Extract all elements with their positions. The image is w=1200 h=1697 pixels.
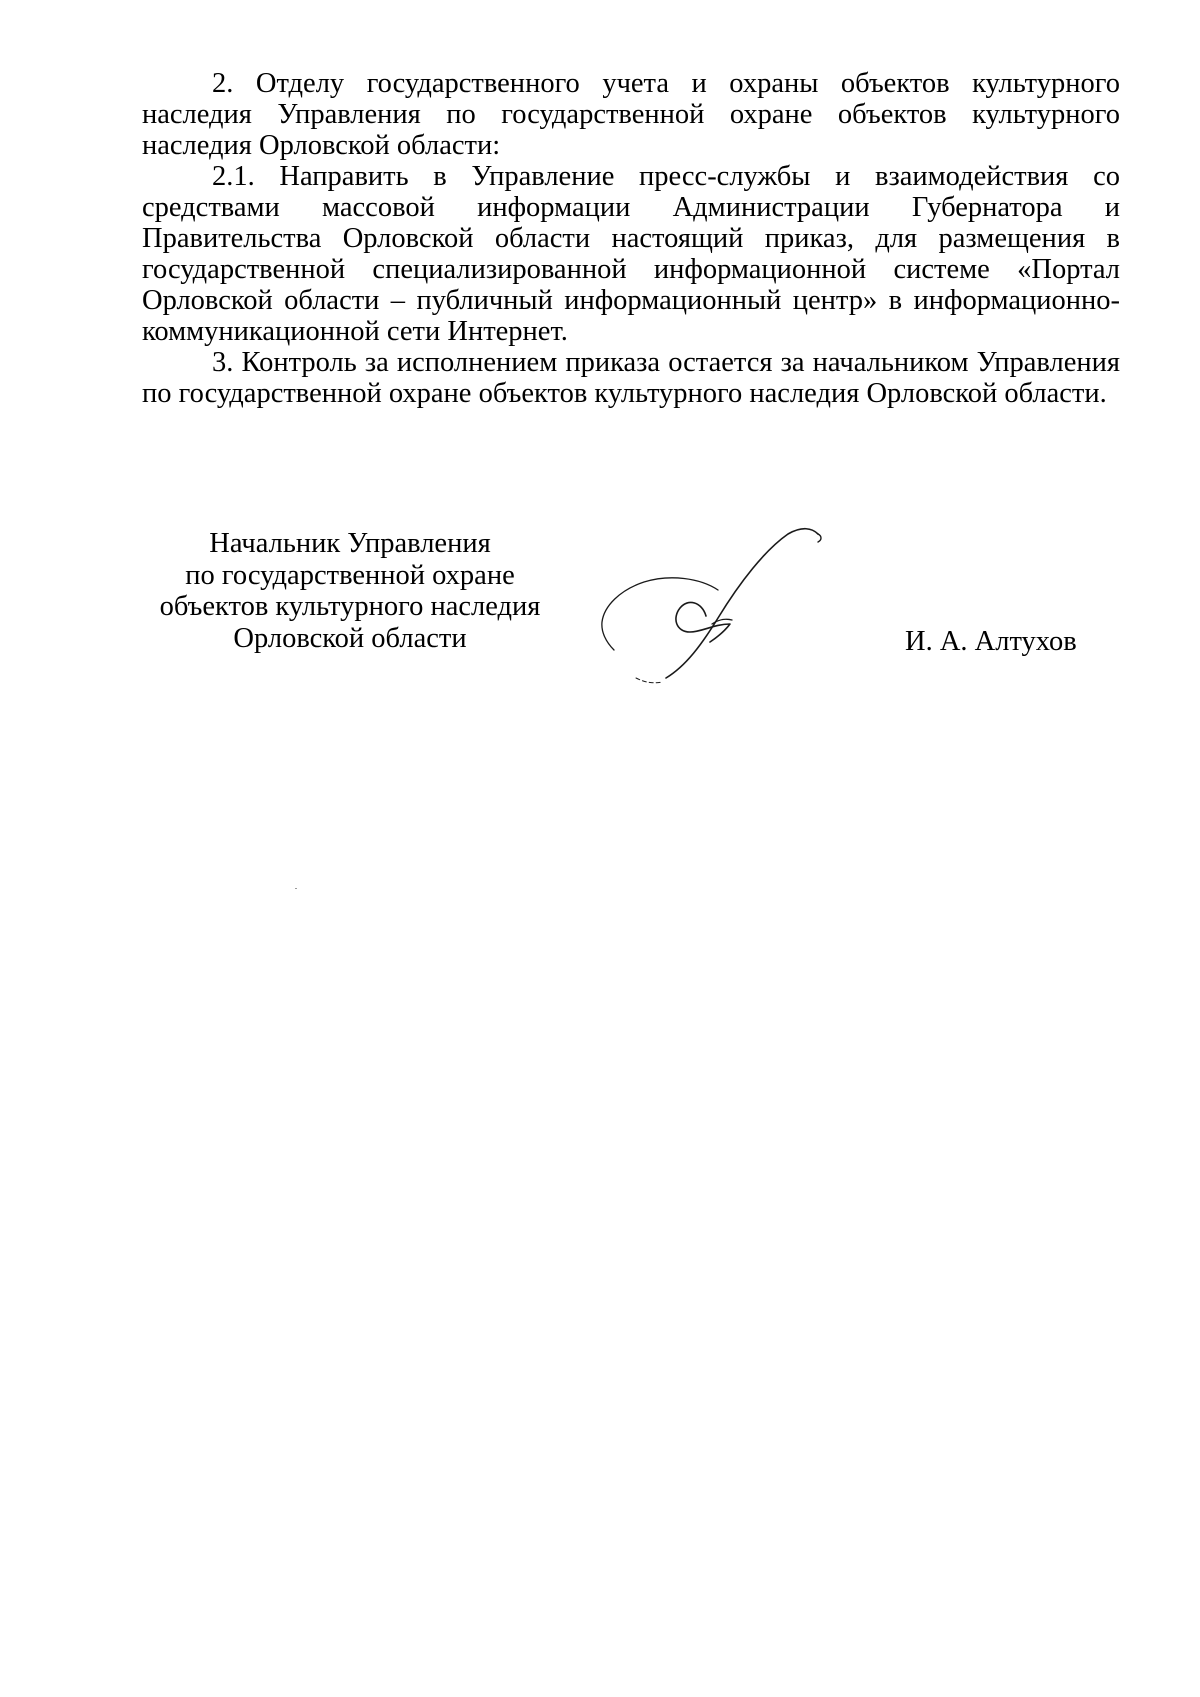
paragraph-3: 3. Контроль за исполнением приказа остается за начальником Управления по государственной охране объектов культурного наследия Орловской области. [142,347,1120,409]
position-line: по государственной охране [185,559,515,591]
paragraph-2: 2. Отделу государственного учета и охраны объектов культурного наследия Управления по государственной охране объектов культурного наследия Орловской области: [142,68,1120,161]
document-body [142,68,1120,409]
scan-speck [295,888,297,889]
handwritten-signature [590,520,850,690]
position-line: объектов культурного наследия [159,591,541,622]
position-line: Начальник Управления [209,528,491,559]
signatory-name: И. А. Алтухов [905,626,1077,657]
paragraph-2-1: 2.1. Направить в Управление пресс-службы и взаимодействия со средствами массовой информации Администрации Губернатора и Правительства Орловской области настоящий приказ, для размещения в государственной специализированной информационной системе «Портал Орловской области – публичный информационный центр» в информационно-коммуникационной сети Интернет. [142,161,1120,347]
signatory-position [140,528,560,654]
position-line: Орловской области [233,622,467,654]
